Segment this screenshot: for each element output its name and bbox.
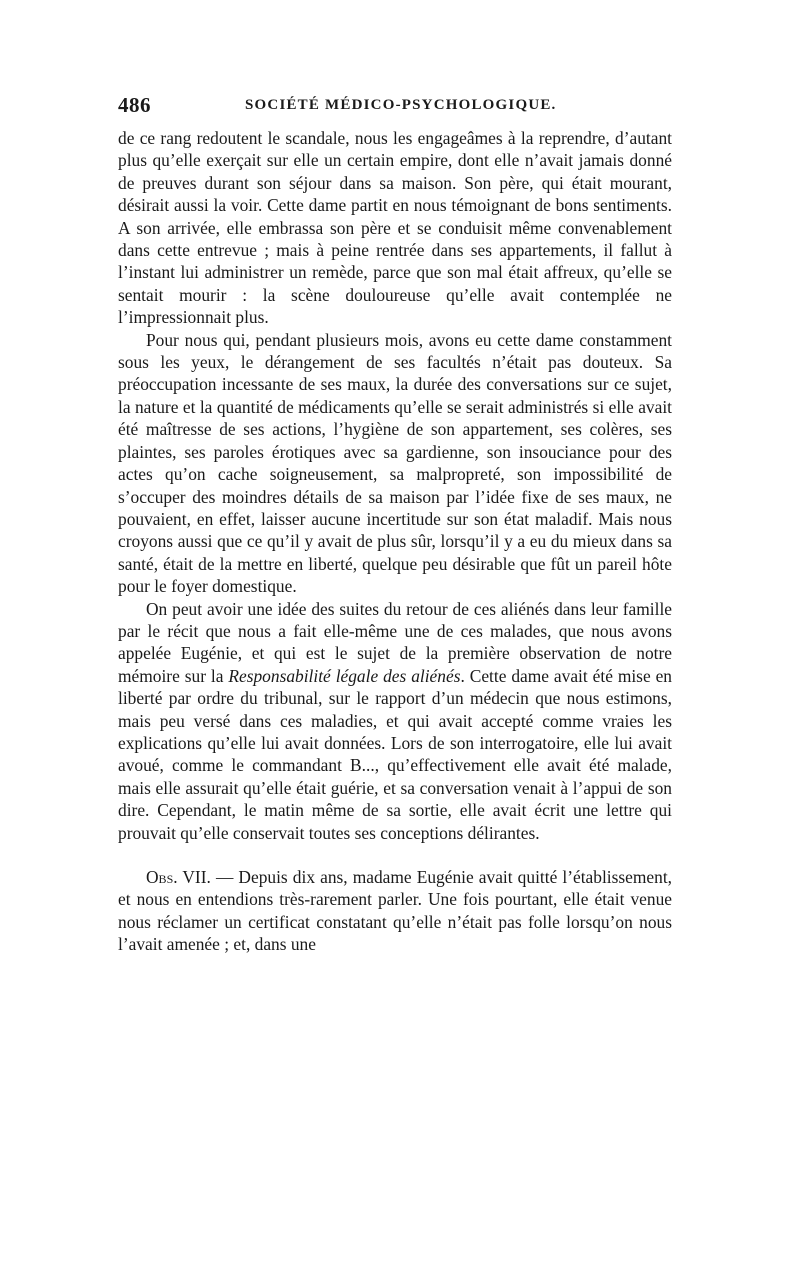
observation-text: — Depuis dix ans, madame Eugénie avait quitté l’établissement, et nous en entendions très-rarement parler. Une fois pourtant, elle était venue nous réclamer un certificat constatant qu’elle n’était pas folle lorsqu’on nous l’avait amenée ; et, dans une (118, 867, 673, 955)
paragraph-3-text-end: . Cette dame avait été mise en liberté par ordre du tribunal, sur le rapport d’un médecin que nous estimons, mais peu versé dans ces maladies, et qui avait accepté comme vraies les explications qu’elle lui avait données. Lors de son interrogatoire, elle lui avait avoué, comme le commandant B..., qu’effectivement elle avait été malade, mais elle assurait qu’elle était guérie, et sa conversation venait à l’appui de son dire. Cependant, le matin même de sa sortie, elle avait écrit une lettre qui prouvait qu’elle conservait toutes ses conceptions délirantes. (118, 665, 673, 843)
paragraph-1: de ce rang redoutent le scandale, nous les engageâmes à la reprendre, d’autant plus qu’elle exerçait sur elle un certain empire, dont elle n’avait jamais donné de preuves durant son séjour dans sa maison. Son père, qui était mourant, désirait aussi la voir. Cette dame partit en nous témoignant de bons sentiments. A son arrivée, elle embrassa son père et se conduisit même convenablement dans cette entrevue ; mais à peine rentrée dans ses appartements, il fallut à l’instant lui administrer un remède, parce que son mal était affreux, qu’elle se sentait mourir : la scène douloureuse qu’elle avait contemplée ne l’impressionnait plus. (118, 128, 672, 328)
observation-paragraph (118, 866, 672, 956)
body-text (118, 127, 672, 956)
paragraph-3-text-start: On peut avoir une idée des suites du retour de ces aliénés dans leur famille par le récit que nous a fait elle-même une de ces malades, que nous avons appelée Eugénie, et qui est le sujet de la première observation de notre mémoire sur la (118, 598, 672, 686)
paragraph-2: Pour nous qui, pendant plusieurs mois, avons eu cette dame constamment sous les yeux, le dérangement de ses facultés n’était pas douteux. Sa préoccupation incessante de ses maux, la durée des conversations sur ce sujet, la nature et la quantité de médicaments qu’elle se serait administrés si elle avait été maîtresse de ses actions, l’hygiène de son appartement, ses colères, ses plaintes, ses paroles érotiques avec sa gardienne, son insouciance pour des actes qu’on cache soigneusement, sa malpropreté, son impossibilité de s’occuper des moindres détails de sa maison par l’idée fixe de ses maux, ne pouvaient, en effet, laisser aucune incertitude sur son état maladif. Mais nous croyons aussi que ce qu’il y avait de plus sûr, lorsqu’il y a eu du mieux dans sa santé, était de la mettre en liberté, quelque peu désirable que fût un pareil hôte pour le foyer domestique. (118, 329, 672, 597)
paragraph-3 (118, 598, 672, 844)
page-header (118, 93, 672, 123)
running-head: SOCIÉTÉ MÉDICO-PSYCHOLOGIQUE. (245, 97, 557, 113)
page-number: 486 (118, 93, 151, 117)
observation-label: Obs. VII. (146, 867, 211, 887)
paragraph-3-italic-title: Responsabilité légale des aliénés (228, 665, 461, 686)
